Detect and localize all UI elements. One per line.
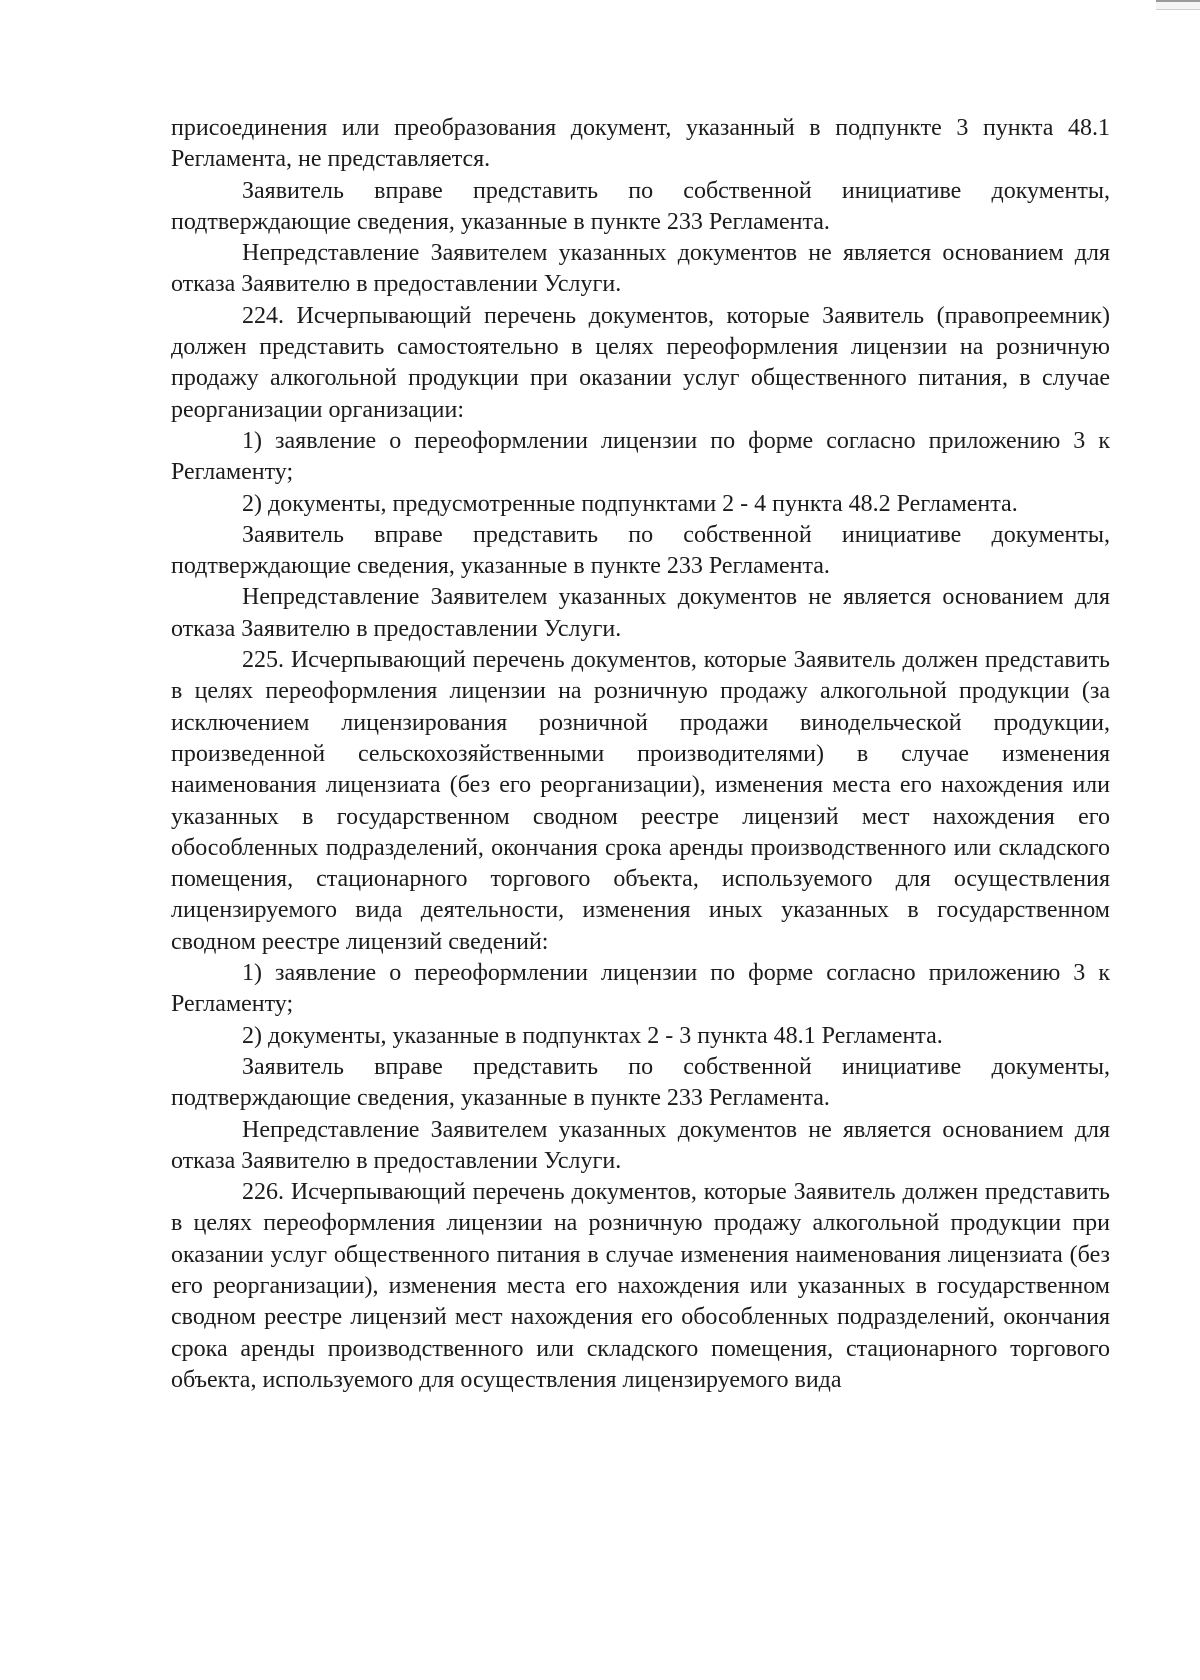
document-body bbox=[171, 113, 1110, 1396]
paragraph-non-submission-note: Непредставление Заявителем указанных документов не является основанием для отказа Заявителю в предоставлении Услуги. bbox=[171, 240, 1110, 298]
paragraph-224-subitem-2: 2) документы, предусмотренные подпунктами 2 - 4 пункта 48.2 Регламента. bbox=[242, 490, 1018, 517]
paragraph-item-225: 225. Исчерпывающий перечень документов, которые Заявитель должен представить в целях переоформления лицензии на розничную продажу алкогольной продукции (за исключением лицензирования розничной продажи винодельческой продукции, произведенной сельскохозяйственными производителями) в случае изменения наименования лицензиата (без его реорганизации), изменения места его нахождения или указанных в государственном сводном реестре лицензий мест нахождения его обособленных подразделений, окончания срока аренды производственного или складского помещения, стационарного торгового объекта, используемого для осуществления лицензируемого вида деятельности, изменения иных указанных в государственном сводном реестре лицензий сведений: bbox=[171, 647, 1110, 955]
paragraph-optional-documents-note: Заявитель вправе представить по собственной инициативе документы, подтверждающие сведения, указанные в пункте 233 Регламента. bbox=[171, 521, 1110, 580]
paragraph-non-submission-note: Непредставление Заявителем указанных документов не является основанием для отказа Заявителю в предоставлении Услуги. bbox=[171, 1116, 1110, 1174]
paragraph-continuation: присоединения или преобразования документ, указанный в подпункте 3 пункта 48.1 Регламента, не представляется. bbox=[171, 115, 1110, 173]
paragraph-optional-documents-note: Заявитель вправе представить по собственной инициативе документы, подтверждающие сведения, указанные в пункте 233 Регламента. bbox=[171, 1053, 1110, 1112]
paragraph-item-226: 226. Исчерпывающий перечень документов, которые Заявитель должен представить в целях переоформления лицензии на розничную продажу алкогольной продукции при оказании услуг общественного питания в случае изменения наименования лицензиата (без его реорганизации), изменения места его нахождения или указанных в государственном сводном реестре лицензий мест нахождения его обособленных подразделений, окончания срока аренды производственного или складского помещения, стационарного торгового объекта, используемого для осуществления лицензируемого вида bbox=[171, 1179, 1110, 1393]
paragraph-224-subitem-1: 1) заявление о переоформлении лицензии по форме согласно приложению 3 к Регламенту; bbox=[171, 427, 1110, 486]
paragraph-non-submission-note: Непредставление Заявителем указанных документов не является основанием для отказа Заявителю в предоставлении Услуги. bbox=[171, 584, 1110, 642]
paragraph-optional-documents-note: Заявитель вправе представить по собственной инициативе документы, подтверждающие сведения, указанные в пункте 233 Регламента. bbox=[171, 177, 1110, 235]
paragraph-225-subitem-2: 2) документы, указанные в подпунктах 2 - 3 пункта 48.1 Регламента. bbox=[242, 1022, 943, 1049]
paragraph-item-224: 224. Исчерпывающий перечень документов, которые Заявитель (правопреемник) должен представить самостоятельно в целях переоформления лицензии на розничную продажу алкогольной продукции при оказании услуг общественного питания, в случае реорганизации организации: bbox=[171, 302, 1110, 423]
scan-edge-mark bbox=[1156, 0, 1200, 10]
paragraph-225-subitem-1: 1) заявление о переоформлении лицензии по форме согласно приложению 3 к Регламенту; bbox=[171, 960, 1110, 1018]
